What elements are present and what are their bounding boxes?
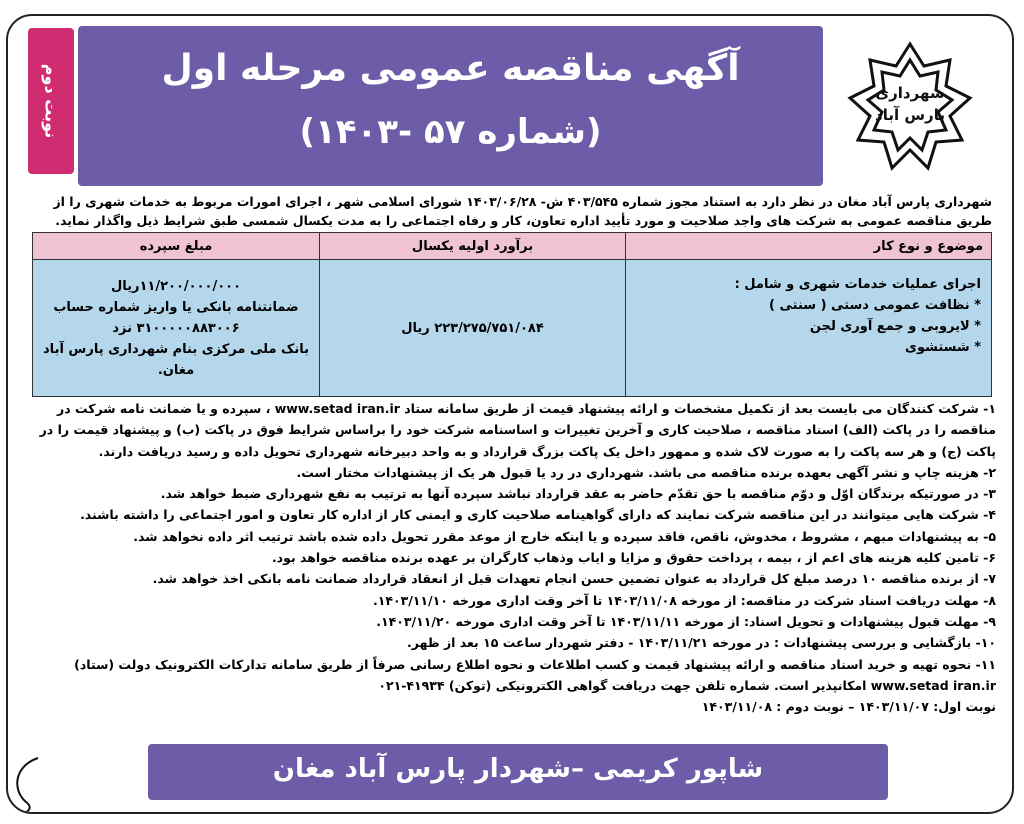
term-item: ۱۰- بازگشایی و بررسی پیشنهادات : در مورخه ۱۴۰۳/۱۱/۲۱ - دفتر شهردار ساعت ۱۵ بعد از ظهر. bbox=[407, 635, 996, 651]
cell-estimate: ۲۲۳/۲۷۵/۷۵۱/۰۸۴ ریال bbox=[320, 260, 626, 397]
term-item: ۹- مهلت قبول پیشنهادات و تحویل اسناد: از مورخه ۱۴۰۳/۱۱/۱۱ تا آخر وقت اداری مورخه ۱۴۰۳/۱۱/۲۰. bbox=[376, 613, 996, 629]
tender-table bbox=[32, 232, 992, 397]
logo-line2: پارس آباد bbox=[875, 106, 945, 124]
notice-title: آگهی مناقصه عمومی مرحله اول bbox=[161, 48, 740, 89]
municipality-logo bbox=[840, 38, 980, 178]
cell-topic bbox=[626, 260, 992, 397]
deposit-bank: بانک ملی مرکزی بنام شهرداری پارس آباد مغان. bbox=[43, 341, 309, 378]
bullet-icon: * bbox=[969, 319, 981, 334]
notice-intro: شهرداری پارس آباد مغان در نظر دارد به استناد مجوز شماره ۴۰۳/۵۴۵ ش- ۱۴۰۳/۰۶/۲۸ شورای اسلامی شهر ، اجرای امورات مربوط به خدمات شهری را از طریق مناقصه عمومی به شرکت های واجد صلاحیت و مورد تأیید اداره تعاون، کار و رفاه اجتماعی را به مدت یکسال شمسی طبق شرایط ذیل واگذار نماید. bbox=[53, 194, 992, 228]
edition-tab bbox=[28, 28, 74, 174]
corner-flourish-icon bbox=[8, 756, 48, 814]
term-item: ۳- در صورتیکه برندگان اوّل و دوّم مناقصه با حق تقدّم حاضر به عقد قرارداد نباشد سپرده آنها به ترتیب به نفع شهرداری ضبط خواهد شد. bbox=[160, 486, 996, 502]
terms-list bbox=[32, 398, 996, 717]
notice-header bbox=[78, 26, 823, 186]
term-item: ۶- تامین کلیه هزینه های اعم از ، بیمه ، پرداخت حقوق و مزایا و ایاب وذهاب کارگران بر عهده برنده مناقصه خواهد بود. bbox=[271, 550, 996, 566]
term-item: ۲- هزینه چاپ و نشر آگهی بعهده برنده مناقصه می باشد. شهرداری در رد یا قبول هر یک از پیشنهادات مختار است. bbox=[296, 464, 996, 480]
term-item: ۴- شرکت هایی میتوانند در این مناقصه شرکت نمایند که دارای گواهینامه صلاحیت کاری و ایمنی کار از اداره کار تعاون و امور اجتماعی را داشته باشند. bbox=[80, 507, 996, 523]
edition-label: نوبت دوم bbox=[41, 63, 61, 139]
topic-item: * نظافت عمومی دستی ( سنتی ) bbox=[769, 298, 981, 313]
term-item: ۸- مهلت دریافت اسناد شرکت در مناقصه: از مورخه ۱۴۰۳/۱۱/۰۸ تا آخر وقت اداری مورخه ۱۴۰۳/۱۱/۱۰. bbox=[372, 592, 996, 608]
notice-frame bbox=[6, 14, 1014, 814]
topic-item: * شستشوی bbox=[905, 340, 981, 355]
header-deposit: مبلغ سپرده bbox=[33, 233, 320, 260]
term-item: ۱- شرکت کنندگان می بایست بعد از تکمیل مشخصات و ارائه پیشنهاد قیمت از طریق سامانه ستاد www.setad iran.ir ، سپرده و یا ضمانت نامه شرکت در مناقصه را در پاکت (الف) اسناد مناقصه ، صلاحیت کاری و آخرین تغییرات و اساسنامه شرکت خود را براساس شرایط فوق در پاکت (ب) و پیشنهاد قیمت را در پاکت (ج) و هر سه پاکت را به صورت لاک شده و ممهور داخل یک پاکت بزرگ قرارداد و به واحد دبیرخانه شهرداری تحویل داده و رسید دریافت دارند. bbox=[39, 401, 996, 459]
deposit-amount: ۱۱/۲۰۰/۰۰۰/۰۰۰ریال bbox=[110, 278, 242, 294]
cell-deposit bbox=[33, 260, 320, 397]
logo-line1: شهرداری bbox=[875, 84, 945, 102]
header-topic: موضوع و نوع کار bbox=[626, 233, 992, 260]
bullet-icon: * bbox=[969, 298, 981, 313]
term-item: ۱۱- نحوه تهیه و خرید اسناد مناقصه و ارائه پیشنهاد قیمت و کسب اطلاعات و نحوه اطلاع رسانی صرفاً از طریق سامانه تدارکات الکترونیک دولت (ستاد) www.setad iran.ir امکانپذیر است. شماره تلفن جهت دریافت گواهی الکترونیکی (توکن) ۴۱۹۳۴-۰۲۱ bbox=[74, 656, 996, 693]
publish-dates: نوبت اول: ۱۴۰۳/۱۱/۰۷ – نوبت دوم : ۱۴۰۳/۱۱/۰۸ bbox=[701, 699, 996, 715]
term-item: ۷- از برنده مناقصه ۱۰ درصد مبلغ کل قرارداد به عنوان تضمین حسن انجام تعهدات قبل از انعقاد قرارداد ضمانت نامه بانکی اخذ خواهد شد. bbox=[152, 571, 996, 587]
table-row bbox=[33, 260, 992, 397]
notice-number: (شماره ۵۷ -۱۴۰۳) bbox=[299, 112, 602, 152]
topic-title: اجرای عملیات خدمات شهری و شامل : bbox=[734, 277, 981, 292]
bullet-icon: * bbox=[969, 340, 981, 355]
header-estimate: برآورد اولیه یکسال bbox=[320, 233, 626, 260]
topic-item: * لایروبی و جمع آوری لجن bbox=[809, 319, 981, 334]
signature-bar bbox=[148, 744, 888, 800]
term-item: ۵- به پیشنهادات مبهم ، مشروط ، مخدوش، ناقص، فاقد سپرده و یا اینکه خارج از موعد مقرر تحویل داده شده باشد ترتیب اثر داده نخواهد شد. bbox=[133, 528, 996, 544]
signature-text: شاپور کریمی –شهردار پارس آباد مغان bbox=[272, 754, 764, 784]
deposit-account: ضمانتنامه بانکی یا واریز شماره حساب ۳۱۰۰۰۰۰۸۸۳۰۰۶ نزد bbox=[53, 299, 299, 336]
